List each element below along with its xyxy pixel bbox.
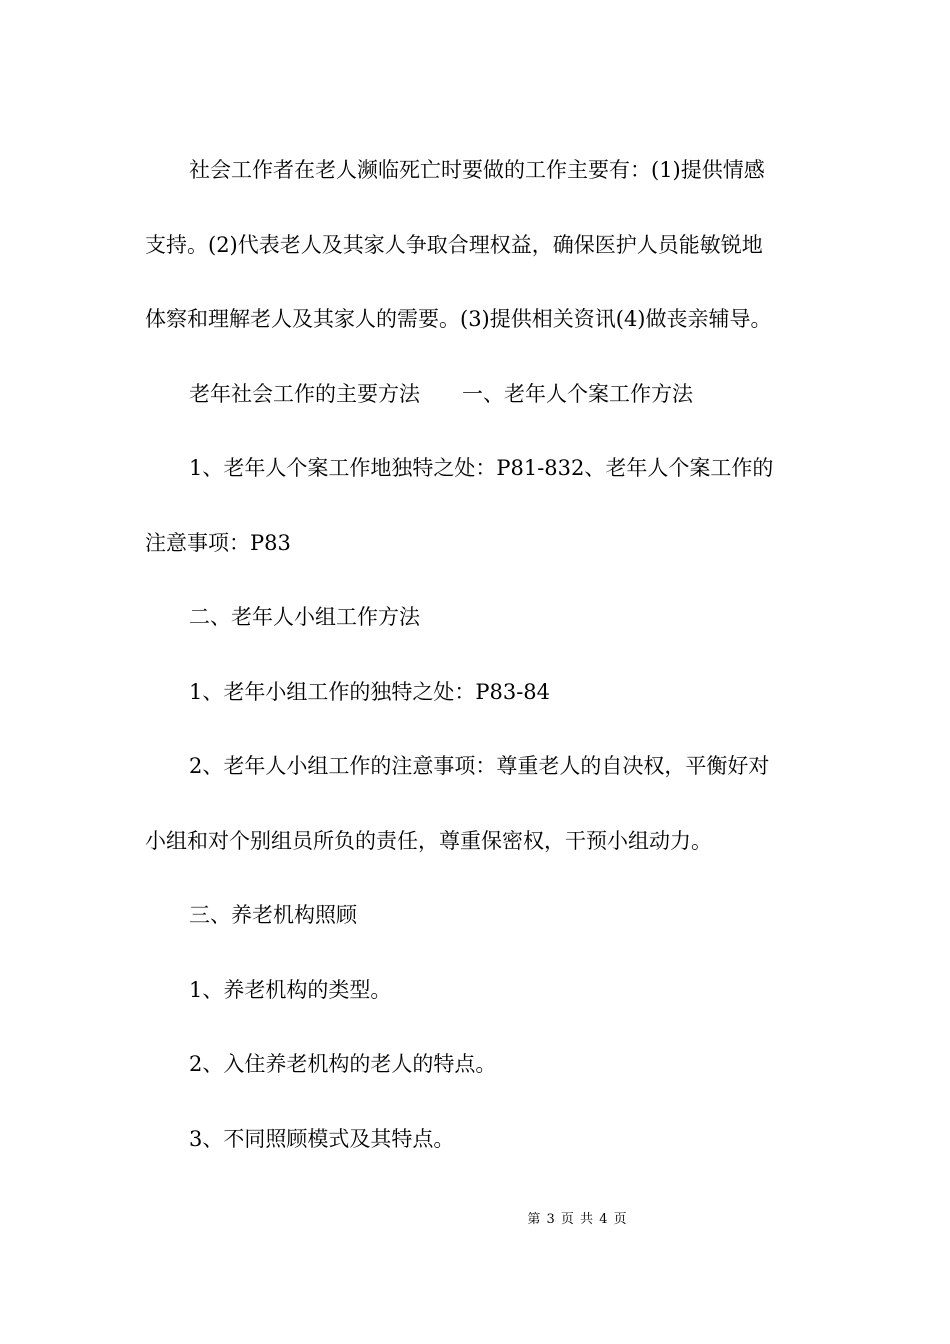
document-body: [145, 133, 807, 1176]
paragraph-9: [145, 1027, 807, 1102]
paragraph-line: 2、老年人小组工作的注意事项：尊重老人的自决权，平衡好对: [189, 754, 770, 778]
paragraph-3: [145, 431, 807, 580]
page-number: 第 3 页 共 4 页: [527, 1212, 628, 1227]
paragraph-line: 2、入住养老机构的老人的特点。: [189, 1052, 497, 1076]
paragraph-line: 社会工作者在老人濒临死亡时要做的工作主要有：(1)提供情感: [189, 158, 765, 182]
paragraph-7: [145, 878, 807, 953]
paragraph-line: 支持。(2)代表老人及其家人争取合理权益，确保医护人员能敏锐地: [145, 232, 763, 257]
paragraph-line: 1、养老机构的类型。: [189, 977, 392, 1002]
paragraph-10: [145, 1102, 807, 1177]
paragraph-line: 3、不同照顾模式及其特点。: [189, 1126, 455, 1151]
paragraph-line: 1、老年人个案工作地独特之处：P81-832、老年人个案工作的: [189, 456, 774, 480]
paragraph-6: [145, 729, 807, 878]
paragraph-4: [145, 580, 807, 655]
paragraph-line: 体察和理解老人及其家人的需要。(3)提供相关资讯(4)做丧亲辅导。: [145, 307, 772, 331]
paragraph-1: [145, 133, 807, 357]
paragraph-8: [145, 953, 807, 1028]
paragraph-line: 注意事项：P83: [145, 530, 291, 555]
paragraph-line: 1、老年小组工作的独特之处：P83-84: [189, 679, 551, 704]
paragraph-line: 二、老年人小组工作方法: [189, 605, 420, 629]
paragraph-2: [145, 357, 807, 432]
page-footer: [0, 1208, 950, 1227]
paragraph-line: 小组和对个别组员所负的责任，尊重保密权，干预小组动力。: [145, 828, 712, 853]
paragraph-5: [145, 655, 807, 730]
paragraph-line: 三、养老机构照顾: [189, 903, 357, 927]
paragraph-line: 老年社会工作的主要方法 一、老年人个案工作方法: [189, 381, 693, 406]
